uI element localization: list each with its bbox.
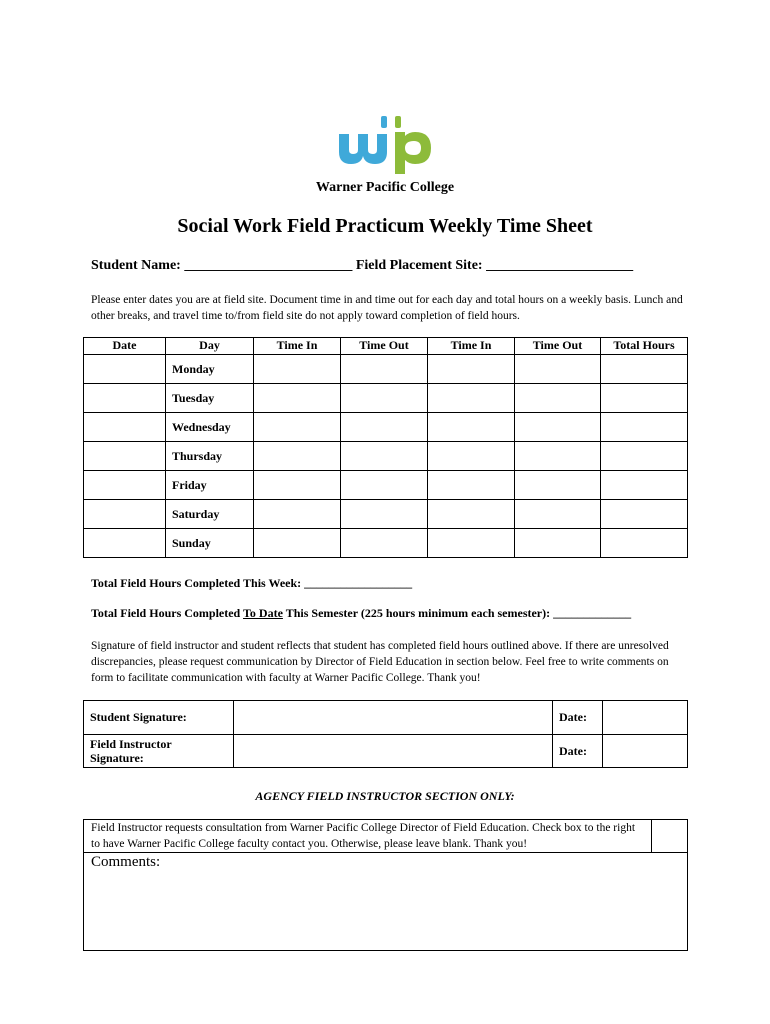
field-site-field[interactable]: _____________________ xyxy=(486,258,634,273)
total-hours-cell[interactable] xyxy=(601,442,688,471)
consultation-request-text: Field Instructor requests consultation from Warner Pacific College Director of Field Education. Check box to the right to have Warner Pacific College faculty contact you. Otherwise, please leave blank. Thank you! xyxy=(91,822,636,850)
student-signature-row xyxy=(84,701,688,735)
day-cell: Thursday xyxy=(166,442,254,471)
student-signature-field[interactable] xyxy=(234,701,553,735)
time-out-cell[interactable] xyxy=(515,529,601,558)
total-hours-cell[interactable] xyxy=(601,471,688,500)
day-cell: Saturday xyxy=(166,500,254,529)
table-row xyxy=(84,529,688,558)
column-header-total-hours: Total Hours xyxy=(601,338,688,355)
table-row xyxy=(84,500,688,529)
table-row xyxy=(84,442,688,471)
day-cell: Tuesday xyxy=(166,384,254,413)
time-out-cell[interactable] xyxy=(341,413,428,442)
semester-total-line xyxy=(91,606,631,621)
table-row xyxy=(84,471,688,500)
semester-total-field[interactable]: _____________ xyxy=(553,606,632,620)
week-total-field[interactable]: __________________ xyxy=(304,576,413,590)
time-out-cell[interactable] xyxy=(515,442,601,471)
logo-dot-green xyxy=(395,116,401,128)
time-out-cell[interactable] xyxy=(341,529,428,558)
time-in-cell[interactable] xyxy=(254,442,341,471)
student-date-label: Date: xyxy=(553,701,603,735)
signature-note: Signature of field instructor and student reflects that student has completed field hours outlined above. If there are unresolved discrepancies, please request communication by Director of Field Education in section below. Feel free to write comments on form to facilitate communication with faculty at Warner Pacific College. Thank you! xyxy=(91,640,669,684)
time-out-cell[interactable] xyxy=(341,384,428,413)
agency-section-heading: AGENCY FIELD INSTRUCTOR SECTION ONLY: xyxy=(255,789,515,803)
column-header-time-out-2: Time Out xyxy=(515,338,601,355)
student-signature-label: Student Signature: xyxy=(84,701,234,735)
column-header-time-out-1: Time Out xyxy=(341,338,428,355)
column-header-day: Day xyxy=(166,338,254,355)
total-hours-cell[interactable] xyxy=(601,413,688,442)
instructor-signature-field[interactable] xyxy=(234,735,553,768)
time-in-cell[interactable] xyxy=(428,442,515,471)
table-row xyxy=(84,384,688,413)
time-in-cell[interactable] xyxy=(428,413,515,442)
time-sheet-table xyxy=(83,337,688,558)
date-cell[interactable] xyxy=(84,500,166,529)
column-header-time-in-2: Time In xyxy=(428,338,515,355)
table-row xyxy=(84,413,688,442)
semester-total-prefix: Total Field Hours Completed xyxy=(91,606,241,620)
time-in-cell[interactable] xyxy=(254,471,341,500)
total-hours-cell[interactable] xyxy=(601,500,688,529)
instructor-signature-row xyxy=(84,735,688,768)
instructor-signature-label xyxy=(84,735,234,768)
consultation-checkbox[interactable] xyxy=(651,819,687,853)
comments-label: Comments: xyxy=(91,854,161,870)
college-logo xyxy=(335,112,435,178)
semester-total-suffix: This Semester (225 hours minimum each semester): xyxy=(285,606,551,620)
day-cell: Wednesday xyxy=(166,413,254,442)
instructions-text: Please enter dates you are at field site. Document time in and time out for each day and total hours on a weekly basis. Lunch and other breaks, and travel time to/from field site do not apply toward completion of field hours. xyxy=(91,294,683,322)
time-in-cell[interactable] xyxy=(254,384,341,413)
time-in-cell[interactable] xyxy=(254,355,341,384)
total-hours-cell[interactable] xyxy=(601,384,688,413)
signature-table xyxy=(83,700,688,768)
time-out-cell[interactable] xyxy=(341,355,428,384)
time-out-cell[interactable] xyxy=(515,471,601,500)
section-divider xyxy=(83,852,687,853)
table-row xyxy=(84,355,688,384)
week-total-line xyxy=(91,576,412,591)
time-out-cell[interactable] xyxy=(341,442,428,471)
total-hours-cell[interactable] xyxy=(601,355,688,384)
column-header-date: Date xyxy=(84,338,166,355)
time-out-cell[interactable] xyxy=(515,355,601,384)
date-cell[interactable] xyxy=(84,442,166,471)
logo-w-shape xyxy=(339,134,387,164)
student-name-field[interactable]: ________________________ xyxy=(184,258,353,273)
column-header-time-in-1: Time In xyxy=(254,338,341,355)
student-name-label: Student Name: xyxy=(91,258,181,273)
week-total-label: Total Field Hours Completed This Week: xyxy=(91,576,302,590)
time-in-cell[interactable] xyxy=(428,471,515,500)
time-in-cell[interactable] xyxy=(254,413,341,442)
time-out-cell[interactable] xyxy=(515,413,601,442)
instructor-date-field[interactable] xyxy=(603,735,688,768)
time-in-cell[interactable] xyxy=(428,355,515,384)
date-cell[interactable] xyxy=(84,529,166,558)
date-cell[interactable] xyxy=(84,413,166,442)
instructor-label-line2: Signature: xyxy=(90,751,144,765)
instructor-date-label: Date: xyxy=(553,735,603,768)
instructor-label-line1: Field Instructor xyxy=(90,737,172,751)
name-site-line xyxy=(91,258,633,274)
time-in-cell[interactable] xyxy=(428,500,515,529)
logo-dot-blue xyxy=(381,116,387,128)
day-cell: Monday xyxy=(166,355,254,384)
time-out-cell[interactable] xyxy=(341,500,428,529)
semester-total-underlined: To Date xyxy=(243,606,283,620)
logo-p-shape xyxy=(395,132,431,174)
date-cell[interactable] xyxy=(84,471,166,500)
time-in-cell[interactable] xyxy=(254,529,341,558)
time-out-cell[interactable] xyxy=(341,471,428,500)
time-in-cell[interactable] xyxy=(428,384,515,413)
page-title: Social Work Field Practicum Weekly Time Sheet xyxy=(177,215,593,237)
date-cell[interactable] xyxy=(84,384,166,413)
day-cell: Sunday xyxy=(166,529,254,558)
student-date-field[interactable] xyxy=(603,701,688,735)
field-site-label: Field Placement Site: xyxy=(355,258,483,273)
total-hours-cell[interactable] xyxy=(601,529,688,558)
time-out-cell[interactable] xyxy=(515,384,601,413)
college-name: Warner Pacific College xyxy=(315,180,455,195)
time-in-cell[interactable] xyxy=(254,500,341,529)
table-header-row xyxy=(84,338,688,355)
time-in-cell[interactable] xyxy=(428,529,515,558)
time-out-cell[interactable] xyxy=(515,500,601,529)
date-cell[interactable] xyxy=(84,355,166,384)
day-cell: Friday xyxy=(166,471,254,500)
